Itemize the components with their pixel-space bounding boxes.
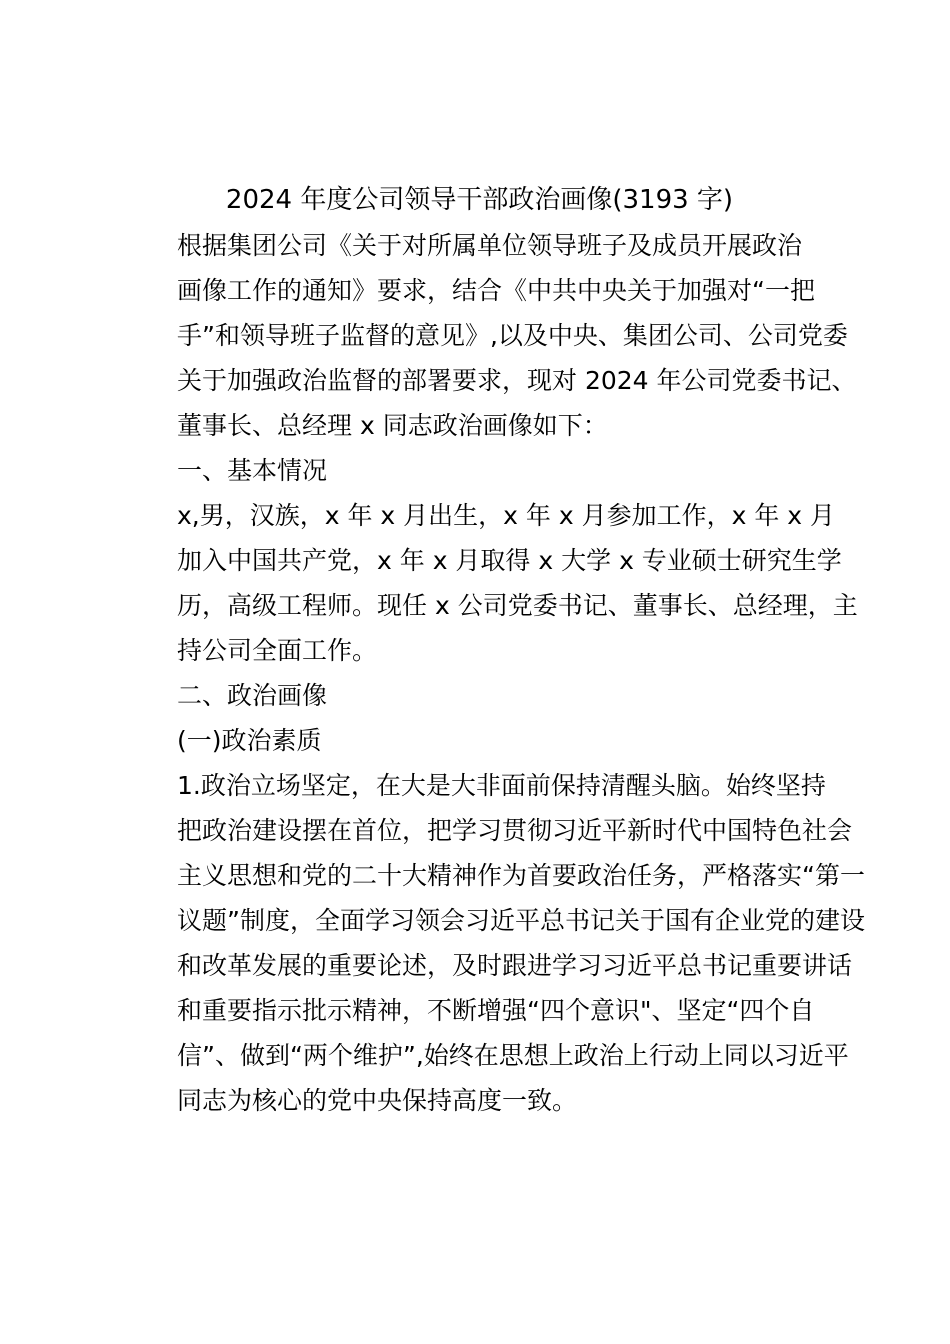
basic-info-paragraph	[127, 493, 858, 673]
text-line: 议题”制度，全面学习领会习近平总书记关于国有企业党的建设	[177, 906, 865, 935]
text-line: 关于加强政治监督的部署要求，现对 2024 年公司党委书记、	[177, 366, 857, 395]
text-line: 画像工作的通知》要求，结合《中共中央关于加强对“一把	[177, 276, 815, 305]
text-line: 持公司全面工作。	[177, 636, 378, 665]
text-line: 和重要指示批示精神，不断增强“四个意识"、坚定“四个自	[177, 996, 815, 1025]
text-line: 主义思想和党的二十大精神作为首要政治任务，严格落实“第一	[177, 861, 865, 890]
section-heading-basic-info	[127, 448, 832, 493]
intro-paragraph	[127, 223, 857, 448]
subsection-heading: (一)政治素质	[177, 726, 322, 755]
text-line: 同志为核心的党中央保持高度一致。	[177, 1086, 578, 1115]
section-heading: 二、政治画像	[177, 681, 328, 710]
text-line: 1.政治立场坚定，在大是大非面前保持清醒头脑。始终坚持	[177, 771, 826, 800]
section-heading-political-portrait	[127, 673, 832, 718]
text-line: 手”和领导班子监督的意见》,以及中央、集团公司、公司党委	[177, 321, 848, 350]
subsection-heading-political-quality	[127, 718, 832, 763]
text-line: 和改革发展的重要论述，及时跟进学习习近平总书记重要讲话	[177, 951, 853, 980]
document-body	[127, 178, 865, 1123]
text-line: 加入中国共产党，x 年 x 月取得 x 大学 x 专业硕士研究生学	[177, 546, 842, 575]
text-line: 把政治建设摆在首位，把学习贯彻习近平新时代中国特色社会	[177, 816, 853, 845]
document-title: 2024 年度公司领导干部政治画像(3193 字)	[225, 185, 734, 215]
text-line: 董事长、总经理 x 同志政治画像如下：	[177, 411, 608, 440]
text-line: 历，高级工程师。现任 x 公司党委书记、董事长、总经理，主	[177, 591, 858, 620]
text-line: 信”、做到“两个维护”,始终在思想上政治上行动上同以习近平	[177, 1041, 849, 1070]
text-line: 根据集团公司《关于对所属单位领导班子及成员开展政治	[177, 231, 803, 260]
section-heading: 一、基本情况	[177, 456, 328, 485]
text-line: x,男，汉族，x 年 x 月出生，x 年 x 月参加工作，x 年 x 月	[177, 501, 836, 530]
political-stance-paragraph	[127, 763, 865, 1123]
